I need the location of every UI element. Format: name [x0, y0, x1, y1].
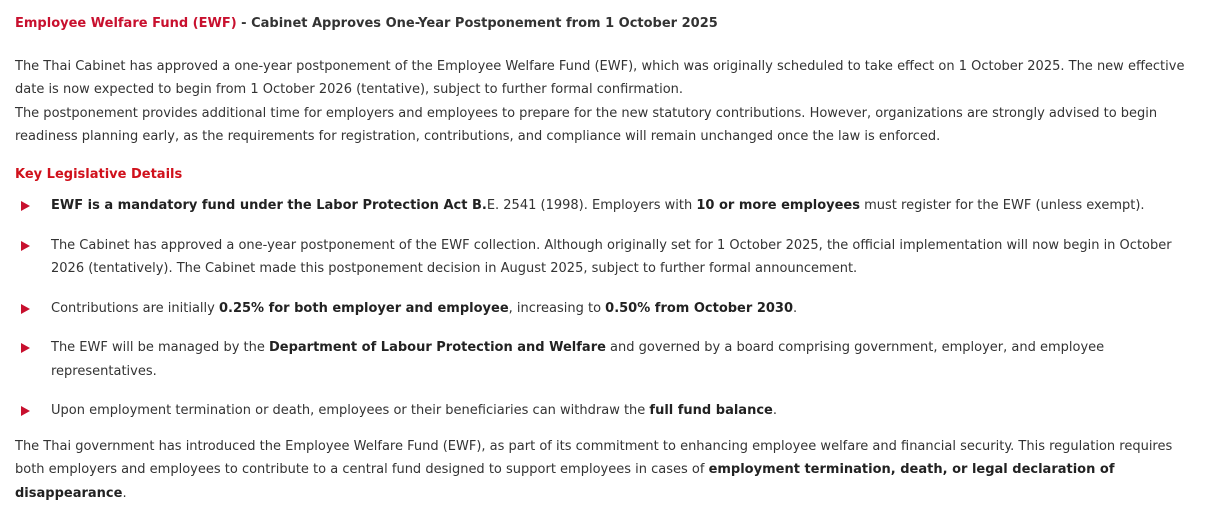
list-item [15, 297, 1196, 321]
triangle-bullet-icon [21, 406, 30, 416]
list-item [15, 194, 1196, 218]
title-brand: Employee Welfare Fund (EWF) [15, 16, 237, 31]
point-3-text-2: , increasing to [509, 301, 605, 316]
point-2-text: The Cabinet has approved a one-year postponement of the EWF collection. Although originally set for 1 October 2025, the official implementation will now begin in October 2026 (tentatively). The Cabinet made this postponement decision in August 2025, subject to further formal announcement. [51, 238, 1172, 277]
title-separator: - [237, 16, 251, 31]
key-details-list [15, 194, 1196, 423]
list-item [15, 399, 1196, 423]
point-1-text-1: E. 2541 (1998). Employers with [487, 198, 697, 213]
point-3-text-3: . [793, 301, 797, 316]
closing-paragraph [15, 435, 1196, 505]
triangle-bullet-icon [21, 343, 30, 353]
point-5-text-2: . [773, 403, 777, 418]
title-subtitle: Cabinet Approves One-Year Postponement from 1 October 2025 [251, 16, 718, 31]
triangle-bullet-icon [21, 201, 30, 211]
point-3-text-1: Contributions are initially [51, 301, 219, 316]
intro-paragraph-1: The Thai Cabinet has approved a one-year postponement of the Employee Welfare Fund (EWF), which was originally scheduled to take effect on 1 October 2025. The new effective date is now expected to begin from 1 October 2026 (tentative), subject to further formal confirmation. [15, 55, 1196, 102]
triangle-bullet-icon [21, 241, 30, 251]
point-4-text-2: and governed by a board comprising government, employer, and employee representatives. [51, 340, 1104, 379]
point-3-bold-1: 0.25% for both employer and employee [219, 301, 509, 316]
point-4-text-1: The EWF will be managed by the [51, 340, 269, 355]
page-title [15, 12, 1196, 36]
closing-text-1: The Thai government has introduced the Employee Welfare Fund (EWF), as part of its commitment to enhancing employee welfare and financial security. This regulation requires both employers and employees to contribute to a central fund designed to support employees in cases of [15, 439, 1172, 478]
section-heading: Key Legislative Details [15, 163, 1196, 187]
closing-text-2: . [122, 486, 126, 501]
point-4-bold-1: Department of Labour Protection and Welfare [269, 340, 606, 355]
point-5-text-1: Upon employment termination or death, employees or their beneficiaries can withdraw the [51, 403, 649, 418]
intro-paragraph-2: The postponement provides additional time for employers and employees to prepare for the new statutory contributions. However, organizations are strongly advised to begin readiness planning early, as the requirements for registration, contributions, and compliance will remain unchanged once the law is enforced. [15, 102, 1196, 149]
point-3-bold-2: 0.50% from October 2030 [605, 301, 793, 316]
list-item [15, 336, 1196, 383]
triangle-bullet-icon [21, 304, 30, 314]
point-1-bold-1: EWF is a mandatory fund under the Labor Protection Act B. [51, 198, 487, 213]
point-5-bold-1: full fund balance [649, 403, 772, 418]
point-1-text-2: must register for the EWF (unless exempt). [860, 198, 1145, 213]
closing-bold-1: employment termination, death, or legal declaration of disappearance [15, 462, 1114, 501]
point-1-bold-2: 10 or more employees [696, 198, 860, 213]
list-item [15, 234, 1196, 281]
